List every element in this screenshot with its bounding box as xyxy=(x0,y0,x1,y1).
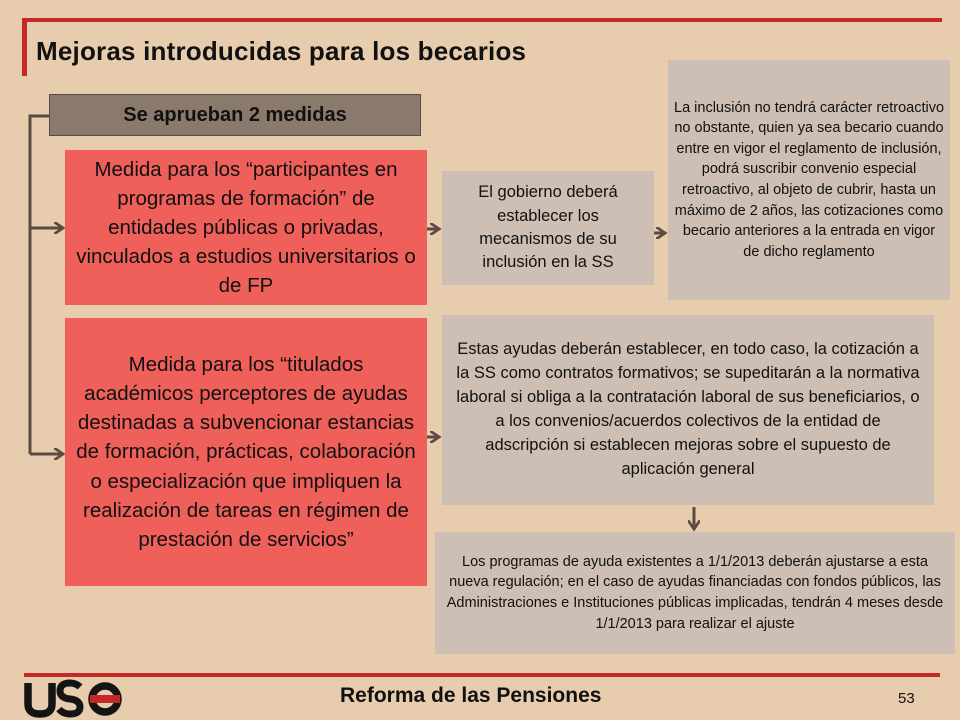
footer-title: Reforma de las Pensiones xyxy=(340,684,602,707)
note-contribution-rules: Estas ayudas deberán establecer, en todo caso, la cotización a la SS como contratos formativos; se supeditarán a la normativa laboral si obliga a la contratación laboral de sus beneficiarios, o a los convenios/acuerdos colectivos de la entidad de adscripción si establecen mejoras sobre el supuesto de aplicación general xyxy=(442,315,934,505)
page-number: 53 xyxy=(898,690,915,707)
note-retroactive-inclusion: La inclusión no tendrá carácter retroactivo no obstante, quien ya sea becario cuando entre en vigor el reglamento de inclusión, podrá suscribir convenio especial retroactivo, al objeto de cubrir, hasta un máximo de 2 años, las cotizaciones como becario anteriores a la entrada en vigor de dicho reglamento xyxy=(668,60,950,300)
measure-graduates: Medida para los “titulados académicos perceptores de ayudas destinadas a subvencionar estancias de formación, prácticas, colaboración o especialización que impliquen la realización de tareas en régimen de prestación de servicios” xyxy=(65,318,427,586)
measure-participants: Medida para los “participantes en programas de formación” de entidades públicas o privadas, vinculados a estudios universitarios o de FP xyxy=(65,150,427,305)
measures-header: Se aprueban 2 medidas xyxy=(49,94,421,136)
note-existing-programs: Los programas de ayuda existentes a 1/1/2013 deberán ajustarse a esta nueva regulación; en el caso de ayudas financiadas con fondos públicos, las Administraciones e Instituciones públicas implicadas, tendrán 4 meses desde 1/1/2013 para realizar el ajuste xyxy=(435,532,955,654)
title-bracket xyxy=(22,18,27,76)
footer-divider xyxy=(24,673,940,677)
slide-title: Mejoras introducidas para los becarios xyxy=(36,36,527,66)
note-government-mechanisms: El gobierno deberá establecer los mecanismos de su inclusión en la SS xyxy=(442,171,654,285)
bracket-connector xyxy=(30,116,49,454)
top-divider xyxy=(26,18,942,22)
uso-logo xyxy=(24,679,129,719)
